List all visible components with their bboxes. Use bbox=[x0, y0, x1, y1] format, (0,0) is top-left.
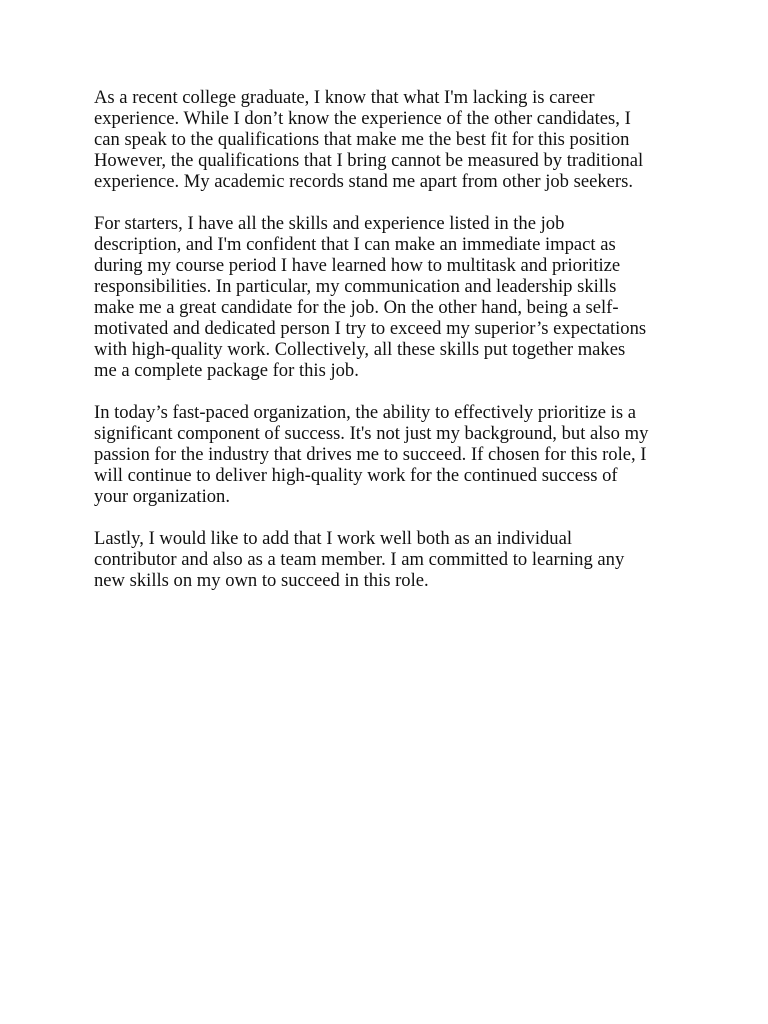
paragraph-line: during my course period I have learned how to multitask and prioritize bbox=[94, 255, 621, 276]
paragraph-line: description, and I'm confident that I can make an immediate impact as bbox=[94, 234, 616, 255]
paragraph-line: will continue to deliver high-quality work for the continued success of bbox=[94, 465, 618, 486]
paragraph-line: new skills on my own to succeed in this role. bbox=[94, 570, 429, 591]
paragraph-line: As a recent college graduate, I know that what I'm lacking is career bbox=[94, 87, 595, 108]
document-body bbox=[94, 87, 684, 612]
paragraph-line: passion for the industry that drives me to succeed. If chosen for this role, I bbox=[94, 444, 647, 465]
paragraph-line: For starters, I have all the skills and experience listed in the job bbox=[94, 213, 565, 234]
paragraph-4 bbox=[94, 528, 684, 591]
paragraph-line: However, the qualifications that I bring cannot be measured by traditional bbox=[94, 150, 644, 171]
paragraph-1 bbox=[94, 87, 684, 192]
paragraph-line: me a complete package for this job. bbox=[94, 360, 359, 381]
paragraph-line: experience. My academic records stand me apart from other job seekers. bbox=[94, 171, 633, 192]
paragraph-line: your organization. bbox=[94, 486, 230, 507]
paragraph-line: experience. While I don’t know the experience of the other candidates, I bbox=[94, 108, 631, 129]
paragraph-line: can speak to the qualifications that make me the best fit for this position bbox=[94, 129, 630, 150]
paragraph-2 bbox=[94, 213, 684, 381]
paragraph-line: significant component of success. It's not just my background, but also my bbox=[94, 423, 649, 444]
paragraph-3 bbox=[94, 402, 684, 507]
paragraph-line: Lastly, I would like to add that I work well both as an individual bbox=[94, 528, 573, 549]
paragraph-line: responsibilities. In particular, my communication and leadership skills bbox=[94, 276, 617, 297]
paragraph-line: make me a great candidate for the job. On the other hand, being a self- bbox=[94, 297, 619, 318]
paragraph-line: In today’s fast-paced organization, the ability to effectively prioritize is a bbox=[94, 402, 636, 423]
paragraph-line: with high-quality work. Collectively, all these skills put together makes bbox=[94, 339, 626, 360]
paragraph-line: contributor and also as a team member. I am committed to learning any bbox=[94, 549, 625, 570]
paragraph-line: motivated and dedicated person I try to exceed my superior’s expectations bbox=[94, 318, 647, 339]
